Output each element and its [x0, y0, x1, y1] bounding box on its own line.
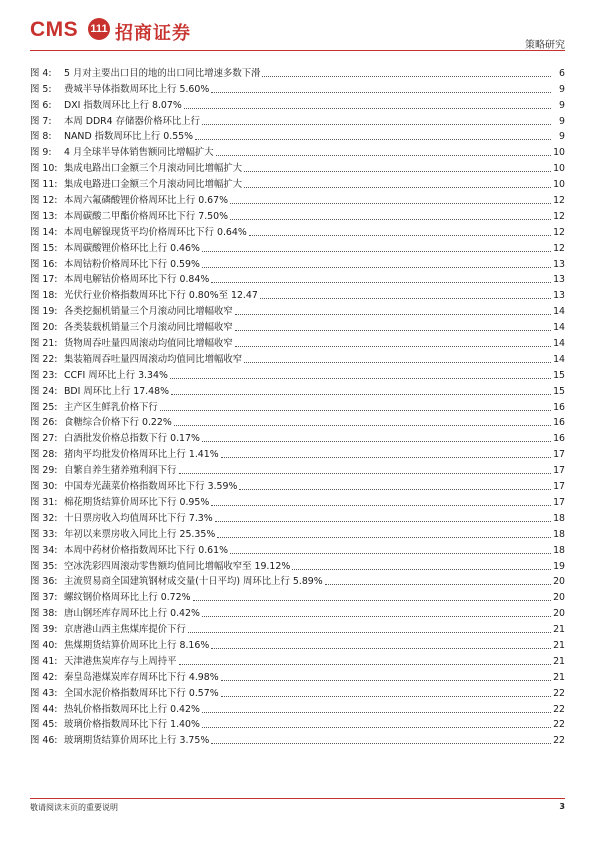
toc-entry[interactable] [30, 635, 565, 651]
toc-entry[interactable] [30, 63, 565, 79]
figure-label: 图 25: [30, 401, 58, 413]
dot-leader [179, 473, 551, 474]
toc-page-number: 12 [553, 242, 565, 254]
figure-title: 天津港焦炭库存与上周持平 [64, 655, 177, 667]
toc-page-number: 12 [553, 195, 565, 207]
dot-leader [215, 521, 551, 522]
toc-page-number: 6 [559, 67, 565, 79]
toc-page-number: 22 [553, 703, 565, 715]
figure-title: 年初以来票房收入同比上行 25.35% [64, 528, 216, 540]
figure-title: 各类挖掘机销量三个月滚动同比增幅收窄 [64, 306, 233, 318]
figure-label: 图 16: [30, 258, 58, 270]
figure-label: 图 31: [30, 496, 58, 508]
dot-leader [230, 203, 551, 204]
dot-leader [235, 330, 551, 331]
toc-page-number: 22 [553, 719, 565, 731]
figure-label: 图 46: [30, 735, 58, 747]
toc-page-number: 22 [553, 735, 565, 747]
toc-page-number: 10 [553, 147, 565, 159]
toc-page-number: 20 [553, 592, 565, 604]
dot-leader [292, 569, 551, 570]
toc-page-number: 14 [553, 322, 565, 334]
dot-leader [235, 346, 551, 347]
figure-label: 图 4: [30, 67, 52, 79]
figure-title: 货物周吞吐量四周滚动均值同比增幅收窄 [64, 338, 233, 350]
toc-page-number: 20 [553, 608, 565, 620]
dot-leader [325, 584, 551, 585]
toc-entry[interactable] [30, 699, 565, 715]
toc-page-number: 18 [553, 528, 565, 540]
figure-title: 本周电解钴价格周环比下行 0.84% [64, 274, 210, 286]
toc-entry[interactable] [30, 127, 565, 143]
figure-title: 焦煤期货结算价周环比上行 8.16% [64, 639, 210, 651]
toc-entry[interactable] [30, 317, 565, 333]
dot-leader [171, 394, 551, 395]
footer-disclaimer: 敬请阅读末页的重要说明 [30, 803, 118, 812]
figure-label: 图 39: [30, 624, 58, 636]
figure-label: 图 32: [30, 512, 58, 524]
page-header [30, 0, 565, 50]
toc-page-number: 18 [553, 512, 565, 524]
figure-title: 中国寿光蔬菜价格指数周环比下行 3.59% [64, 481, 238, 493]
toc-page-number: 22 [553, 687, 565, 699]
toc-entry[interactable] [30, 460, 565, 476]
toc-entry[interactable] [30, 190, 565, 206]
toc-entry[interactable] [30, 683, 565, 699]
toc-page-number: 16 [553, 401, 565, 413]
toc-entry[interactable] [30, 619, 565, 635]
toc-entry[interactable] [30, 476, 565, 492]
figure-title: 集成电路进口金额三个月滚动同比增幅扩大 [64, 179, 243, 191]
toc-entry[interactable] [30, 238, 565, 254]
figure-label: 图 19: [30, 306, 58, 318]
dot-leader [249, 235, 551, 236]
toc-entry[interactable] [30, 222, 565, 238]
toc-entry[interactable] [30, 413, 565, 429]
dot-leader [211, 282, 551, 283]
figure-title: 主产区生鲜乳价格下行 [64, 401, 158, 413]
figure-label: 图 30: [30, 481, 58, 493]
toc-entry[interactable] [30, 365, 565, 381]
figure-title: 玻璃价格指数周环比下行 1.40% [64, 719, 200, 731]
figure-label: 图 29: [30, 465, 58, 477]
dot-leader [221, 696, 551, 697]
toc-entry[interactable] [30, 79, 565, 95]
toc-page-number: 18 [553, 544, 565, 556]
figure-title: 本周钴粉价格周环比下行 0.59% [64, 258, 200, 270]
figure-label: 图 37: [30, 592, 58, 604]
toc-entry[interactable] [30, 349, 565, 365]
dot-leader [211, 743, 551, 744]
toc-page-number: 9 [559, 131, 565, 143]
figure-label: 图 34: [30, 544, 58, 556]
figure-title: 螺纹钢价格周环比上行 0.72% [64, 592, 191, 604]
dot-leader [244, 362, 551, 363]
toc-page-number: 12 [553, 210, 565, 222]
figure-label: 图 23: [30, 369, 58, 381]
toc-entry[interactable] [30, 333, 565, 349]
toc-page-number: 15 [553, 369, 565, 381]
figure-title: 5 月对主要出口目的地的出口同比增速多数下滑 [64, 67, 261, 79]
toc-entry[interactable] [30, 524, 565, 540]
dot-leader [202, 124, 551, 125]
figure-label: 图 45: [30, 719, 58, 731]
figure-label: 图 7: [30, 115, 52, 127]
figure-label: 图 12: [30, 195, 58, 207]
dot-leader [202, 727, 551, 728]
figure-title: 棉花期货结算价周环比下行 0.95% [64, 496, 210, 508]
toc-page-number: 9 [559, 115, 565, 127]
toc-page-number: 17 [553, 481, 565, 493]
toc-entry[interactable] [30, 587, 565, 603]
page-number: 3 [559, 802, 565, 811]
figure-title: 本周电解镍现货平均价格周环比下行 0.64% [64, 226, 247, 238]
figure-label: 图 8: [30, 131, 52, 143]
dot-leader [193, 600, 551, 601]
figure-label: 图 28: [30, 449, 58, 461]
figure-title: 光伏行业价格指数周环比下行 0.80%至 12.47 [64, 290, 258, 302]
toc-entry[interactable] [30, 715, 565, 731]
figure-label: 图 22: [30, 353, 58, 365]
toc-page-number: 17 [553, 449, 565, 461]
toc-page-number: 13 [553, 290, 565, 302]
figure-label: 图 11: [30, 179, 58, 191]
figure-title: 白酒批发价格总指数下行 0.17% [64, 433, 200, 445]
figure-title: 玻璃期货结算价周环比上行 3.75% [64, 735, 210, 747]
figure-title: 主流贸易商全国建筑钢材成交量(十日平均) 周环比上行 5.89% [64, 576, 323, 588]
figure-title: NAND 指数周环比上行 0.55% [64, 131, 194, 143]
figure-title: 本周碳酸二甲酯价格周环比下行 7.50% [64, 210, 229, 222]
brand-logo-latin: CMS [30, 18, 79, 41]
figure-title: 猪肉平均批发价格周环比上行 1.41% [64, 449, 219, 461]
toc-entry[interactable] [30, 111, 565, 127]
figure-label: 图 18: [30, 290, 58, 302]
toc-entry[interactable] [30, 381, 565, 397]
toc-page-number: 21 [553, 655, 565, 667]
dot-leader [211, 648, 551, 649]
toc-entry[interactable] [30, 508, 565, 524]
dot-leader [202, 251, 551, 252]
dot-leader [195, 139, 551, 140]
dot-leader [179, 664, 551, 665]
figure-label: 图 24: [30, 385, 58, 397]
figure-label: 图 20: [30, 322, 58, 334]
figure-title: 秦皇岛港煤炭库存周环比下行 4.98% [64, 671, 219, 683]
toc-entry[interactable] [30, 285, 565, 301]
figure-label: 图 38: [30, 608, 58, 620]
toc-entry[interactable] [30, 397, 565, 413]
toc-entry[interactable] [30, 444, 565, 460]
toc-page-number: 20 [553, 576, 565, 588]
toc-page-number: 12 [553, 226, 565, 238]
dot-leader [202, 267, 551, 268]
figure-title: 自繁自养生猪养殖利润下行 [64, 465, 177, 477]
figure-title: 集成电路出口金额三个月滚动同比增幅扩大 [64, 163, 243, 175]
dot-leader [230, 553, 551, 554]
toc-page-number: 10 [553, 179, 565, 191]
dot-leader [244, 171, 551, 172]
figure-title: 空冰洗彩四周滚动零售额均值同比增幅收窄至 19.12% [64, 560, 291, 572]
toc-page-number: 17 [553, 465, 565, 477]
figure-label: 图 21: [30, 338, 58, 350]
figure-label: 图 43: [30, 687, 58, 699]
toc-entry[interactable] [30, 556, 565, 572]
toc-entry[interactable] [30, 540, 565, 556]
figure-label: 图 10: [30, 163, 58, 175]
dot-leader [160, 410, 551, 411]
toc-entry[interactable] [30, 270, 565, 286]
figure-title: 本周碳酸锂价格环比上行 0.46% [64, 242, 200, 254]
figure-title: 本周六氟磷酸锂价格周环比上行 0.67% [64, 195, 229, 207]
toc-page-number: 21 [553, 624, 565, 636]
toc-entry[interactable] [30, 428, 565, 444]
toc-entry[interactable] [30, 572, 565, 588]
toc-entry[interactable] [30, 651, 565, 667]
figure-label: 图 5: [30, 83, 52, 95]
toc-page-number: 19 [553, 560, 565, 572]
toc-page-number: 13 [553, 274, 565, 286]
report-type-label: 策略研究 [525, 40, 565, 51]
toc-page-number: 14 [553, 338, 565, 350]
figure-title: CCFI 周环比上行 3.34% [64, 369, 168, 381]
toc-page-number: 9 [559, 99, 565, 111]
toc-entry[interactable] [30, 142, 565, 158]
figure-label: 图 33: [30, 528, 58, 540]
dot-leader [211, 505, 551, 506]
dot-leader [202, 712, 551, 713]
figure-title: 食糖综合价格下行 0.22% [64, 417, 172, 429]
dot-leader [202, 616, 551, 617]
toc-entry[interactable] [30, 301, 565, 317]
toc-page-number: 17 [553, 496, 565, 508]
figure-label: 图 36: [30, 576, 58, 588]
brand-seal-icon: 111 [88, 18, 110, 40]
figure-label: 图 9: [30, 147, 52, 159]
dot-leader [174, 425, 551, 426]
figure-title: 4 月全球半导体销售额同比增幅扩大 [64, 147, 214, 159]
toc-page-number: 16 [553, 417, 565, 429]
brand-logo-chinese: 招商证券 [115, 23, 191, 44]
figure-title: 十日票房收入均值周环比下行 7.3% [64, 512, 213, 524]
figure-title: 全国水泥价格指数周环比下行 0.57% [64, 687, 219, 699]
dot-leader [244, 187, 551, 188]
toc-page-number: 14 [553, 306, 565, 318]
figure-label: 图 15: [30, 242, 58, 254]
figure-title: DXI 指数周环比上行 8.07% [64, 99, 182, 111]
dot-leader [262, 76, 551, 77]
figure-label: 图 17: [30, 274, 58, 286]
toc-entry[interactable] [30, 158, 565, 174]
figure-title: 本周中药材价格指数周环比下行 0.61% [64, 544, 229, 556]
toc-entry[interactable] [30, 667, 565, 683]
toc-entry[interactable] [30, 174, 565, 190]
toc-entry[interactable] [30, 730, 565, 746]
figure-label: 图 41: [30, 655, 58, 667]
toc-entry[interactable] [30, 95, 565, 111]
figure-label: 图 27: [30, 433, 58, 445]
dot-leader [235, 314, 551, 315]
toc-entry[interactable] [30, 603, 565, 619]
footer-divider [30, 798, 565, 799]
figure-label: 图 14: [30, 226, 58, 238]
toc-page-number: 9 [559, 83, 565, 95]
figure-title: 唐山钢坯库存周环比上行 0.42% [64, 608, 200, 620]
dot-leader [216, 155, 551, 156]
figure-label: 图 44: [30, 703, 58, 715]
toc-page-number: 10 [553, 163, 565, 175]
toc-page-number: 13 [553, 258, 565, 270]
toc-page-number: 21 [553, 639, 565, 651]
dot-leader [230, 219, 551, 220]
figure-label: 图 42: [30, 671, 58, 683]
dot-leader [239, 489, 551, 490]
figure-index [30, 63, 565, 746]
dot-leader [217, 537, 551, 538]
dot-leader [184, 108, 551, 109]
dot-leader [170, 378, 551, 379]
toc-page-number: 14 [553, 353, 565, 365]
dot-leader [260, 298, 551, 299]
dot-leader [221, 457, 551, 458]
toc-page-number: 15 [553, 385, 565, 397]
figure-title: 各类装载机销量三个月滚动同比增幅收窄 [64, 322, 233, 334]
figure-title: 费城半导体指数周环比上行 5.60% [64, 83, 210, 95]
figure-title: 集装箱周吞吐量四周滚动均值同比增幅收窄 [64, 353, 243, 365]
figure-title: 热轧价格指数周环比上行 0.42% [64, 703, 200, 715]
header-divider [30, 50, 565, 51]
dot-leader [211, 92, 551, 93]
figure-label: 图 6: [30, 99, 52, 111]
figure-title: 京唐港山西主焦煤库提价下行 [64, 624, 186, 636]
figure-label: 图 13: [30, 210, 58, 222]
toc-entry[interactable] [30, 206, 565, 222]
toc-entry[interactable] [30, 254, 565, 270]
figure-label: 图 40: [30, 639, 58, 651]
figure-label: 图 26: [30, 417, 58, 429]
figure-label: 图 35: [30, 560, 58, 572]
dot-leader [188, 632, 551, 633]
toc-page-number: 21 [553, 671, 565, 683]
toc-page-number: 16 [553, 433, 565, 445]
toc-entry[interactable] [30, 492, 565, 508]
figure-title: BDI 周环比上行 17.48% [64, 385, 169, 397]
figure-title: 本周 DDR4 存储器价格环比上行 [64, 115, 201, 127]
dot-leader [221, 680, 551, 681]
dot-leader [202, 441, 551, 442]
